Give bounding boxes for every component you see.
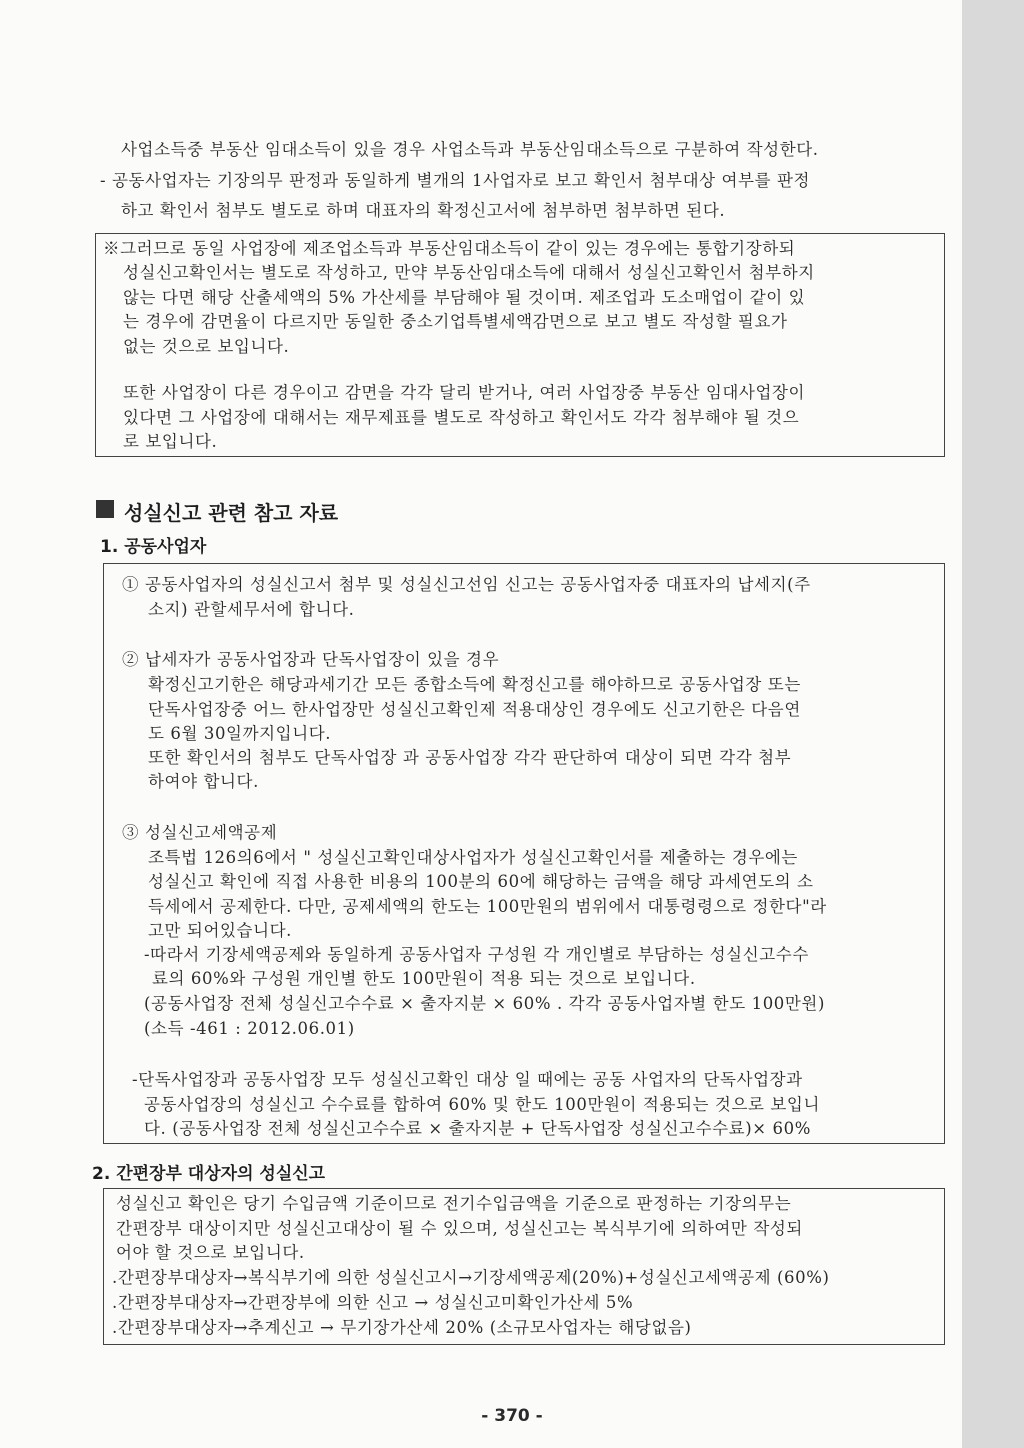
- box1-line: -따라서 기장세액공제와 동일하게 공동사업자 구성원 각 개인별로 부담하는 성실신고수수: [144, 945, 809, 964]
- box1-line: 공동사업장의 성실신고 수수료를 합하여 60% 및 한도 100만원이 적용되는 것으로 보입니: [144, 1095, 821, 1114]
- box1-line: (소득 -461 : 2012.06.01): [144, 1019, 355, 1038]
- box2-line: .간편장부대상자→복식부기에 의한 성실신고시→기장세액공제(20%)+성실신고세액공제 (60%): [112, 1268, 830, 1287]
- box1-line: 료의 60%와 구성원 개인별 한도 100만원이 적용 되는 것으로 보입니다.: [152, 969, 696, 988]
- box1-line: 또한 확인서의 첨부도 단독사업장 과 공동사업장 각각 판단하여 대상이 되면 각각 첨부: [148, 748, 792, 767]
- box1-line: 조특법 126의6에서 " 성실신고확인대상사업자가 성실신고확인서를 제출하는 경우에는: [148, 848, 798, 867]
- note-line: 는 경우에 감면율이 다르지만 동일한 중소기업특별세액감면으로 보고 별도 작성할 필요가: [123, 312, 788, 331]
- note-line: 있다면 그 사업장에 대해서는 재무제표를 별도로 작성하고 확인서도 각각 첨부해야 될 것으: [123, 408, 800, 427]
- intro-line-1: 사업소득중 부동산 임대소득이 있을 경우 사업소득과 부동산임대소득으로 구분하여 작성한다.: [121, 140, 819, 159]
- section-title: 성실신고 관련 참고 자료: [124, 501, 339, 525]
- section-bullet: [96, 500, 114, 518]
- page-number: - 370 -: [481, 1406, 543, 1426]
- box1-line: 성실신고 확인에 직접 사용한 비용의 100분의 60에 해당하는 금액을 해당 과세연도의 소: [148, 872, 814, 891]
- box1-line: (공동사업장 전체 성실신고수수료 × 출자지분 × 60% . 각각 공동사업자별 한도 100만원): [144, 994, 825, 1013]
- intro-line-3: 하고 확인서 첨부도 별도로 하며 대표자의 확정신고서에 첨부하면 첨부하면 된다.: [121, 201, 726, 220]
- page-edge: [962, 0, 1024, 1448]
- note-line: 또한 사업장이 다른 경우이고 감면을 각각 달리 받거나, 여러 사업장중 부동산 임대사업장이: [123, 383, 806, 402]
- note-line: 않는 다면 해당 산출세액의 5% 가산세를 부담해야 될 것이며. 제조업과 도소매업이 같이 있: [123, 288, 806, 307]
- box1-line: 고만 되어있습니다.: [148, 921, 293, 940]
- box1-line: 하여야 합니다.: [148, 772, 259, 791]
- subsection-title: 2. 간편장부 대상자의 성실신고: [92, 1164, 326, 1184]
- box1-line: 확정신고기한은 해당과세기간 모든 종합소득에 확정신고를 해야하므로 공동사업장 또는: [148, 675, 801, 694]
- box1-line: 득세에서 공제한다. 다만, 공제세액의 한도는 100만원의 범위에서 대통령령으로 정한다"라: [148, 897, 827, 916]
- box2-line: 성실신고 확인은 당기 수입금액 기준이므로 전기수입금액을 기준으로 판정하는 기장의무는: [116, 1194, 792, 1213]
- box1-line: 도 6월 30일까지입니다.: [148, 724, 332, 743]
- subsection-title: 1. 공동사업자: [100, 537, 207, 557]
- box1-line: ③ 성실신고세액공제: [122, 823, 278, 842]
- box2-line: 어야 할 것으로 보입니다.: [116, 1243, 305, 1262]
- note-line: 없는 것으로 보입니다.: [123, 337, 290, 356]
- box2-line: .간편장부대상자→추계신고 → 무기장가산세 20% (소규모사업자는 해당없음): [112, 1318, 692, 1337]
- box1-line: 단독사업장중 어느 한사업장만 성실신고확인제 적용대상인 경우에도 신고기한은 다음연: [148, 700, 801, 719]
- box2-line: .간편장부대상자→간편장부에 의한 신고 → 성실신고미확인가산세 5%: [112, 1293, 634, 1312]
- box1-line: ② 납세자가 공동사업장과 단독사업장이 있을 경우: [122, 650, 500, 669]
- note-line: 로 보입니다.: [123, 432, 218, 451]
- note-line: 성실신고확인서는 별도로 작성하고, 만약 부동산임대소득에 대해서 성실신고확인서 첨부하지: [123, 263, 815, 282]
- intro-line-2: - 공동사업자는 기장의무 판정과 동일하게 별개의 1사업자로 보고 확인서 첨부대상 여부를 판정: [100, 171, 811, 190]
- box1-line: 다. (공동사업장 전체 성실신고수수료 × 출자지분 + 단독사업장 성실신고수수료)× 60%: [144, 1119, 811, 1138]
- box1-line: -단독사업장과 공동사업장 모두 성실신고확인 대상 일 때에는 공동 사업자의 단독사업장과: [132, 1070, 803, 1089]
- box1-line: ① 공동사업자의 성실신고서 첨부 및 성실신고선임 신고는 공동사업자중 대표자의 납세지(주: [122, 575, 811, 594]
- box1-line: 소지) 관할세무서에 합니다.: [148, 600, 355, 619]
- box2-line: 간편장부 대상이지만 성실신고대상이 될 수 있으며, 성실신고는 복식부기에 의하여만 작성되: [116, 1219, 803, 1238]
- note-line: ※그러므로 동일 사업장에 제조업소득과 부동산임대소득이 같이 있는 경우에는 통합기장하되: [103, 239, 796, 258]
